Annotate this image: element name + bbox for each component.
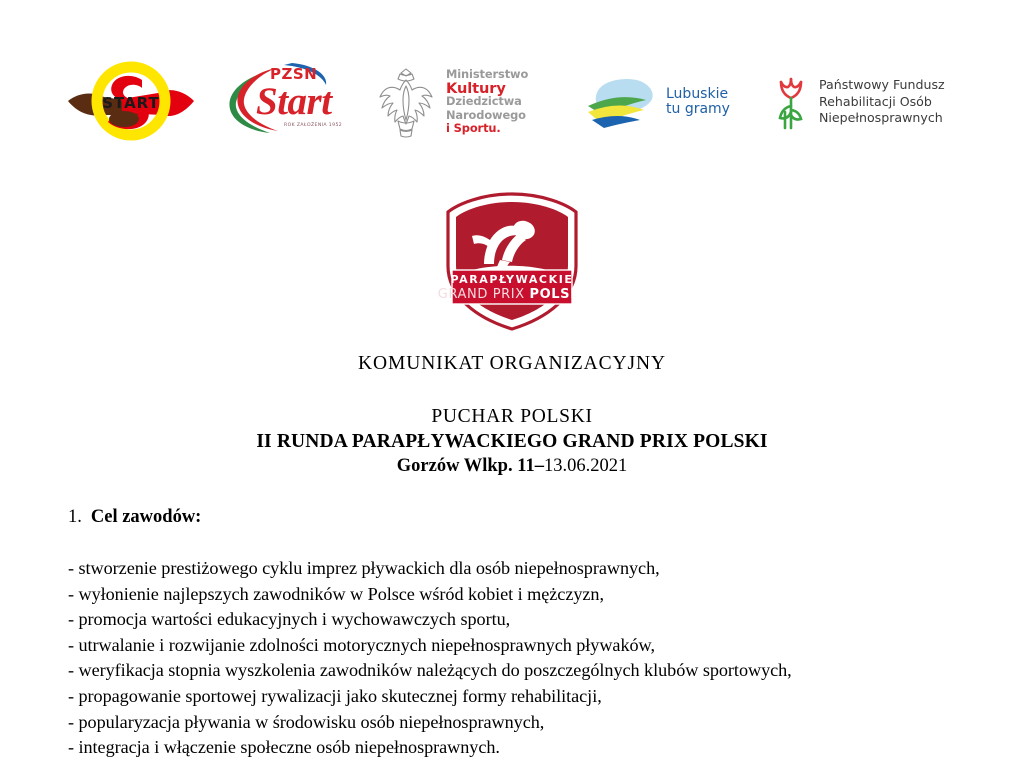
pzsn-tagline: ROK ZAŁOŻENIA 1952 <box>284 123 343 128</box>
pfron-wordmark <box>819 77 945 126</box>
tulip-icon <box>772 72 812 132</box>
event-emblem-container <box>0 192 1024 332</box>
subtitle-round: II RUNDA PARAPŁYWACKIEGO GRAND PRIX POLSKI <box>256 431 768 452</box>
paraplywackie-grand-prix-polski-emblem <box>438 192 586 332</box>
section-cel-zawodow <box>68 505 968 761</box>
ministry-line-3: Dziedzictwa <box>446 94 522 109</box>
list-item: - popularyzacja pływania w środowisku osób niepełnosprawnych, <box>68 711 545 732</box>
emblem-banner-line-2: GRAND PRIX POLSKI <box>438 287 586 302</box>
list-item: - weryfikacja stopnia wyszkolenia zawodników należących do poszczególnych klubów sportowych, <box>68 660 792 681</box>
page-title: KOMUNIKAT ORGANIZACYJNY <box>358 353 666 374</box>
list-item: - wyłonienie najlepszych zawodników w Polsce wśród kobiet i mężczyzn, <box>68 583 604 604</box>
list-item: - stworzenie prestiżowego cyklu imprez pływackich dla osób niepełnosprawnych, <box>68 558 660 578</box>
subtitle-puchar-polski: PUCHAR POLSKI <box>431 406 593 427</box>
ministry-line-5: i Sportu. <box>446 121 501 136</box>
lubuskie-line-2: tu gramy <box>666 101 730 117</box>
title-spacer <box>0 376 1024 404</box>
document-titles <box>0 352 1024 479</box>
section-title: Cel zawodów: <box>90 507 202 527</box>
pfron-line-3: Niepełnosprawnych <box>819 110 943 126</box>
polish-eagle-emblem-icon <box>374 59 438 145</box>
section-heading <box>68 505 968 529</box>
list-item: - integracja i włączenie społeczne osób niepełnosprawnych. <box>68 737 500 758</box>
pfron-line-1: Państwowy Fundusz <box>819 77 945 93</box>
svg-text:START: START <box>102 93 160 112</box>
lubuskie-wordmark <box>666 87 730 118</box>
lubuskie-mark-icon <box>586 76 660 128</box>
pzsn-start-logo <box>222 63 348 141</box>
section-bullet-list <box>68 556 968 761</box>
lubuskie-logo <box>586 72 746 132</box>
sponsor-logo-strip <box>0 52 1024 152</box>
pfron-line-2: Rehabilitacji Osób <box>819 93 932 109</box>
ministry-line-4: Narodowego <box>446 107 526 122</box>
ministry-of-culture-logo <box>374 56 560 148</box>
lubuskie-line-1: Lubuskie <box>666 85 729 102</box>
pzsn-abbrev: PZSN <box>270 65 318 83</box>
ministry-wordmark <box>446 68 528 136</box>
pfron-logo <box>772 67 958 137</box>
ministry-line-2: Kultury <box>446 79 506 97</box>
emblem-banner-line-1: PARAPŁYWACKIE <box>450 273 574 286</box>
list-item: - propagowanie sportowej rywalizacji jako skutecznej formy rehabilitacji, <box>68 685 602 706</box>
start-logo-graphic <box>66 53 196 147</box>
event-location: Gorzów Wlkp. 11– <box>396 456 544 476</box>
pzsn-wordmark: Start <box>256 80 332 123</box>
list-item: - promocja wartości edukacyjnych i wychowawczych sportu, <box>68 609 511 630</box>
section-number: 1. <box>68 507 82 527</box>
list-item: - utrwalanie i rozwijanie zdolności motorycznych niepełnosprawnych pływaków, <box>68 634 655 655</box>
ministry-line-1: Ministerstwo <box>446 67 529 82</box>
event-date: 13.06.2021 <box>543 456 628 476</box>
subtitle-location-date <box>0 454 1024 479</box>
start-logo <box>66 53 196 152</box>
